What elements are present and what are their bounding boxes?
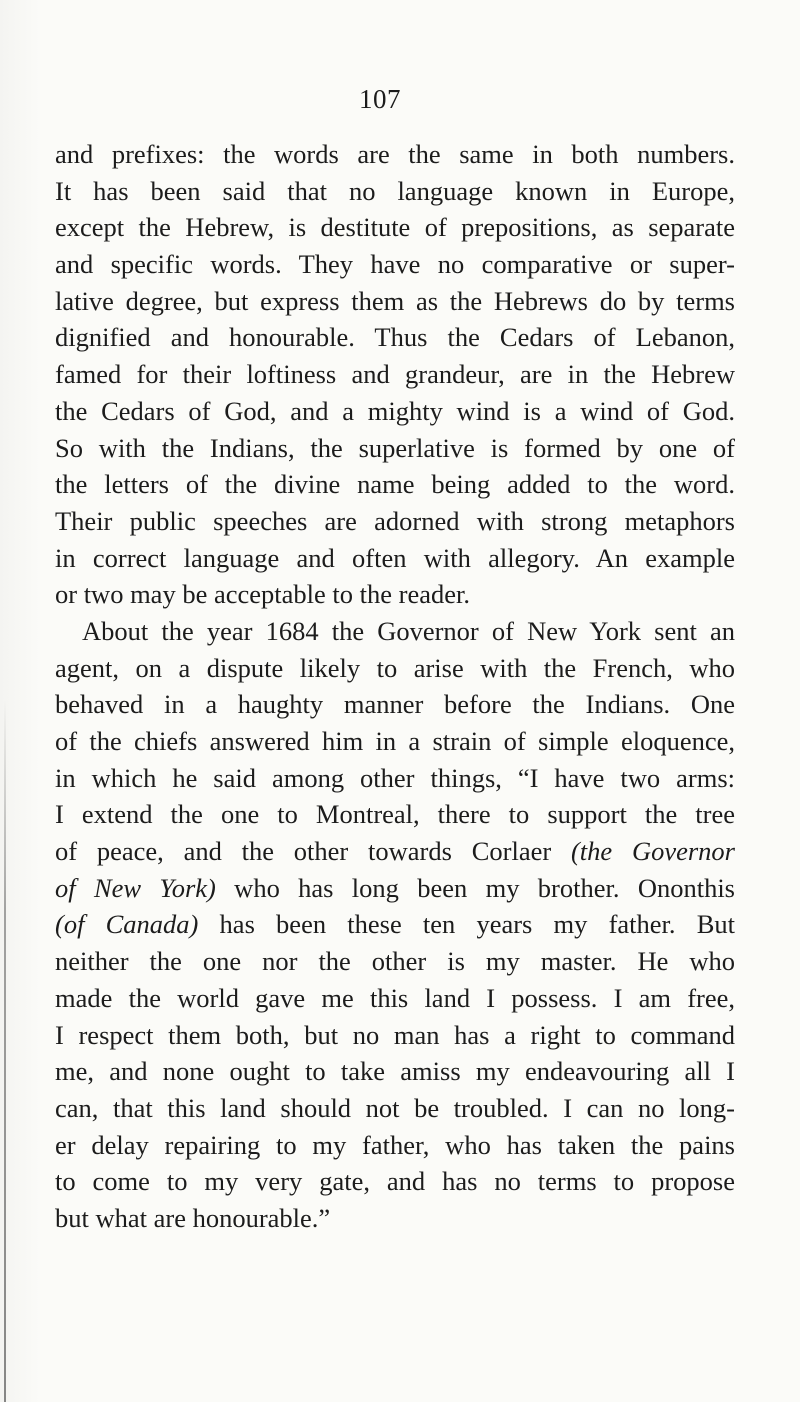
text-segment: has been these ten years my father. But <box>198 909 736 940</box>
text-line <box>55 906 735 943</box>
page-number: 107 <box>359 84 401 114</box>
text-line: except the Hebrew, is destitute of prepositions, as separate <box>55 212 735 243</box>
text-line: the letters of the divine name being added to the word. <box>55 469 735 500</box>
text-line: Their public speeches are adorned with strong metaphors <box>55 505 735 536</box>
text-segment: who has long been my brother. Ononthis <box>215 872 735 903</box>
text-line: or two may be acceptable to the reader. <box>55 579 470 610</box>
text-line: lative degree, but express them as the Hebrews do by terms <box>55 285 735 316</box>
body-text <box>55 136 735 1237</box>
text-line: me, and none ought to take amiss my endeavouring all I <box>55 1056 735 1087</box>
text-line: I extend the one to Montreal, there to support the tree <box>55 799 735 830</box>
text-line: dignified and honourable. Thus the Cedars of Lebanon, <box>55 322 735 353</box>
text-line: made the world gave me this land I possess. I am free, <box>55 982 735 1013</box>
text-line: in which he said among other things, “I have two arms: <box>55 762 735 793</box>
text-line: neither the one nor the other is my master. He who <box>55 946 735 977</box>
text-line: in correct language and often with allegory. An example <box>55 542 735 573</box>
text-line: of the chiefs answered him in a strain of simple eloquence, <box>55 726 735 756</box>
text-segment: of peace, and the other towards Corlaer <box>55 836 571 867</box>
text-line: and prefixes: the words are the same in both numbers. <box>55 139 735 169</box>
text-line: It has been said that no language known in Europe, <box>55 175 735 206</box>
text-line: So with the Indians, the superlative is formed by one of <box>55 432 735 463</box>
text-line: the Cedars of God, and a mighty wind is a wind of God. <box>55 395 735 426</box>
text-line <box>55 870 735 907</box>
text-line: agent, on a dispute likely to arise with the French, who <box>55 652 735 683</box>
text-line: behaved in a haughty manner before the Indians. One <box>55 689 735 720</box>
text-line: can, that this land should not be troubled. I can no long- <box>55 1092 735 1123</box>
italic-aside: (of Canada) <box>55 909 199 940</box>
text-line <box>55 833 735 870</box>
text-line: I respect them both, but no man has a right to command <box>55 1019 735 1050</box>
text-line: but what are honourable.” <box>55 1202 331 1233</box>
text-line: and specific words. They have no comparative or super- <box>55 249 735 280</box>
text-line: famed for their loftiness and grandeur, are in the Hebrew <box>55 359 735 390</box>
text-line: to come to my very gate, and has no terms to propose <box>55 1166 735 1197</box>
text-line: er delay repairing to my father, who has taken the pains <box>55 1129 735 1160</box>
italic-aside: (the Governor <box>570 836 735 867</box>
paragraph-start: About the year 1684 the Governor of New York sent an <box>82 615 735 646</box>
italic-aside: of New York) <box>55 872 216 903</box>
binding-shadow <box>4 700 6 1402</box>
